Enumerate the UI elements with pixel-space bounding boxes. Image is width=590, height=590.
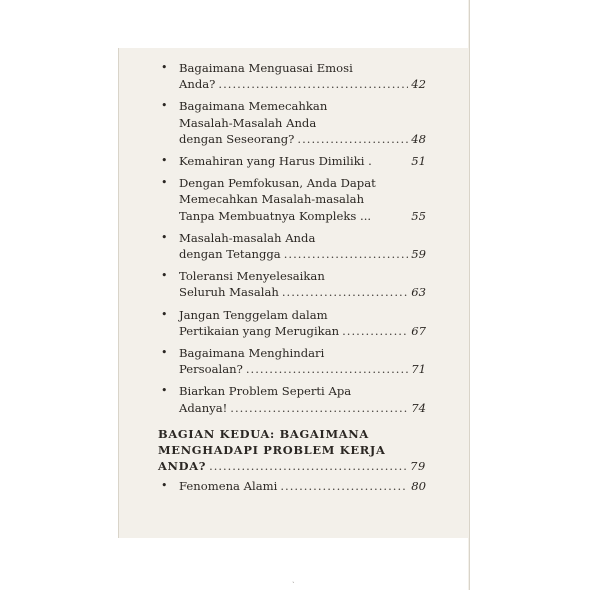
toc-entry-text: Tanpa Membuatnya Kompleks ... — [179, 208, 372, 223]
section-heading-text: MENGHADAPI PROBLEM KERJA — [158, 443, 386, 458]
page-speck: ˏ — [292, 574, 295, 583]
toc-entry — [158, 98, 426, 147]
bullet: • — [161, 230, 168, 244]
section-heading-text: ANDA? — [158, 459, 207, 474]
toc-entry — [158, 175, 426, 224]
dot-leader — [230, 400, 408, 416]
toc-entry-text: Fenomena Alami — [179, 479, 278, 494]
toc-entry-text: Bagaimana Menguasai Emosi — [179, 61, 353, 75]
toc-entry-text: Adanya! — [179, 400, 228, 415]
toc-entry — [158, 383, 426, 415]
bullet: • — [161, 346, 168, 360]
toc-entry — [158, 153, 426, 169]
dot-leader — [297, 131, 408, 147]
toc-entry — [158, 60, 426, 92]
page-number: 51 — [411, 154, 426, 169]
toc-entry-text: Memecahkan Masalah-masalah — [179, 192, 365, 207]
toc-entry-text: dengan Tetangga — [179, 247, 281, 262]
dot-leader — [218, 76, 408, 92]
toc-entry — [158, 307, 426, 339]
page-number: 63 — [411, 285, 426, 300]
bullet: • — [161, 384, 168, 398]
dot-leader — [342, 323, 408, 339]
toc-entry — [158, 268, 426, 300]
toc-entry-text: Bagaimana Menghindari — [179, 346, 325, 361]
dot-leader — [209, 458, 407, 474]
page-number: 59 — [411, 247, 426, 262]
toc-entry-text: Masalah-masalah Anda — [179, 230, 316, 245]
bullet: • — [161, 269, 168, 283]
toc-entry-text: Anda? — [179, 77, 216, 92]
toc-entry-text: dengan Seseorang? — [179, 131, 295, 146]
toc-entry-text: Kemahiran yang Harus Dimiliki . — [179, 154, 372, 169]
toc-entry-text: Seluruh Masalah — [179, 285, 279, 300]
toc-entry — [158, 478, 426, 494]
dot-leader — [282, 284, 408, 300]
page-number: 80 — [411, 479, 426, 494]
page-top-margin — [118, 0, 468, 48]
bullet: • — [161, 61, 168, 74]
page-number: 48 — [411, 131, 426, 146]
page-number: 55 — [411, 208, 426, 223]
page-number: 42 — [411, 77, 426, 92]
toc-entry-text: Dengan Pemfokusan, Anda Dapat — [179, 176, 376, 191]
toc-entry-text: Jangan Tenggelam dalam — [179, 307, 328, 322]
toc-entry-text: Masalah-Masalah Anda — [179, 115, 317, 130]
bullet: • — [161, 307, 168, 321]
bullet: • — [161, 176, 168, 190]
dot-leader — [280, 478, 408, 494]
page-number: 71 — [411, 362, 426, 377]
bullet: • — [161, 154, 168, 168]
page-number: 79 — [410, 459, 426, 474]
toc-entry-text: Pertikaian yang Merugikan — [179, 323, 340, 338]
toc-entry-text: Toleransi Menyelesaikan — [179, 269, 325, 284]
table-of-contents — [158, 60, 426, 495]
bullet: • — [161, 479, 168, 493]
toc-entry — [158, 345, 426, 377]
toc-entry-text: Bagaimana Memecahkan — [179, 99, 328, 114]
section-heading-text: BAGIAN KEDUA: BAGAIMANA — [158, 426, 369, 441]
toc-entry-text: Biarkan Problem Seperti Apa — [179, 384, 352, 399]
bullet: • — [161, 99, 168, 113]
page-number: 67 — [411, 323, 426, 338]
dot-leader — [284, 246, 409, 262]
section-heading — [158, 426, 426, 475]
dot-leader — [246, 361, 408, 377]
toc-entry — [158, 230, 426, 262]
toc-entry-text: Persoalan? — [179, 362, 243, 377]
page-number: 74 — [411, 400, 426, 415]
